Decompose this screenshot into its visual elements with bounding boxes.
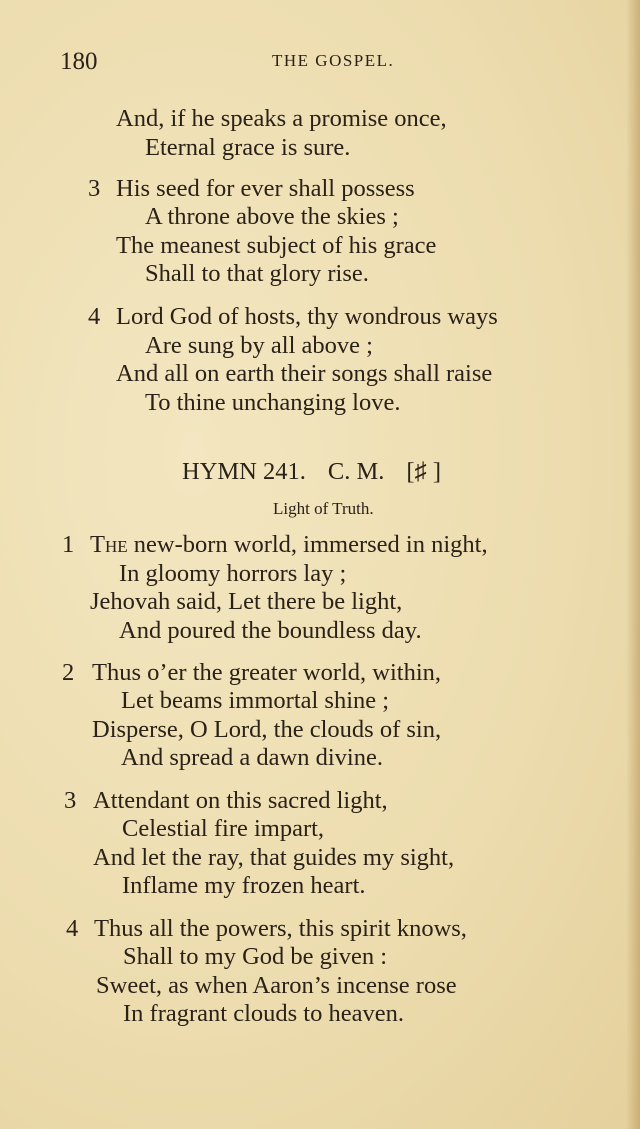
stanza-number: 4 (66, 915, 79, 942)
page-edge (626, 0, 640, 1129)
verse-line: Attendant on this sacred light, (93, 787, 388, 814)
verse-line: And poured the boundless day. (119, 617, 422, 644)
verse-line: Thus all the powers, this spirit knows, (94, 915, 467, 942)
hymn-title: HYMN 241. (182, 458, 306, 485)
verse-line: The meanest subject of his grace (116, 232, 437, 259)
verse-line: And let the ray, that guides my sight, (93, 844, 455, 871)
running-title: THE GOSPEL. (272, 51, 395, 70)
stanza-number: 2 (62, 659, 75, 686)
verse-line: Jehovah said, Let there be light, (90, 588, 403, 615)
page-number: 180 (60, 48, 98, 75)
verse-line: Lord God of hosts, thy wondrous ways (116, 303, 498, 330)
verse-line: A throne above the skies ; (145, 203, 399, 230)
verse-line: And all on earth their songs shall raise (116, 360, 493, 387)
first-line-rest: new-born world, immersed in night, (133, 531, 488, 558)
hymn-mark: [♯ ] (406, 458, 442, 485)
verse-line: And spread a dawn divine. (121, 744, 383, 771)
verse-line: Thus o’er the greater world, within, (92, 659, 442, 686)
verse-line: To thine unchanging love. (145, 389, 401, 416)
verse-line: In fragrant clouds to heaven. (123, 1000, 404, 1027)
verse-line: Shall to that glory rise. (145, 260, 369, 287)
verse-line: Eternal grace is sure. (145, 134, 351, 161)
verse-line: His seed for ever shall possess (116, 175, 415, 202)
verse-line-first (90, 530, 488, 560)
verse-line: Sweet, as when Aaron’s incense rose (96, 972, 457, 999)
verse-line: And, if he speaks a promise once, (116, 105, 447, 132)
verse-line: Inflame my frozen heart. (122, 872, 366, 899)
verse-line: Celestial fire impart, (122, 815, 325, 842)
stanza-number: 3 (88, 175, 101, 202)
verse-line: Shall to my God be given : (123, 943, 388, 970)
verse-line: Are sung by all above ; (145, 332, 373, 359)
verse-line: Disperse, O Lord, the clouds of sin, (92, 716, 442, 743)
hymn-meter: C. M. (327, 458, 385, 485)
hymn-heading (182, 455, 441, 489)
stanza-number: 4 (88, 303, 101, 330)
verse-line: In gloomy horrors lay ; (119, 560, 347, 587)
stanza-number: 1 (62, 531, 75, 558)
first-word: The (90, 531, 128, 558)
running-head (0, 48, 640, 78)
stanza-number: 3 (64, 787, 77, 814)
hymn-subtitle: Light of Truth. (273, 499, 374, 518)
verse-line: Let beams immortal shine ; (121, 687, 390, 714)
